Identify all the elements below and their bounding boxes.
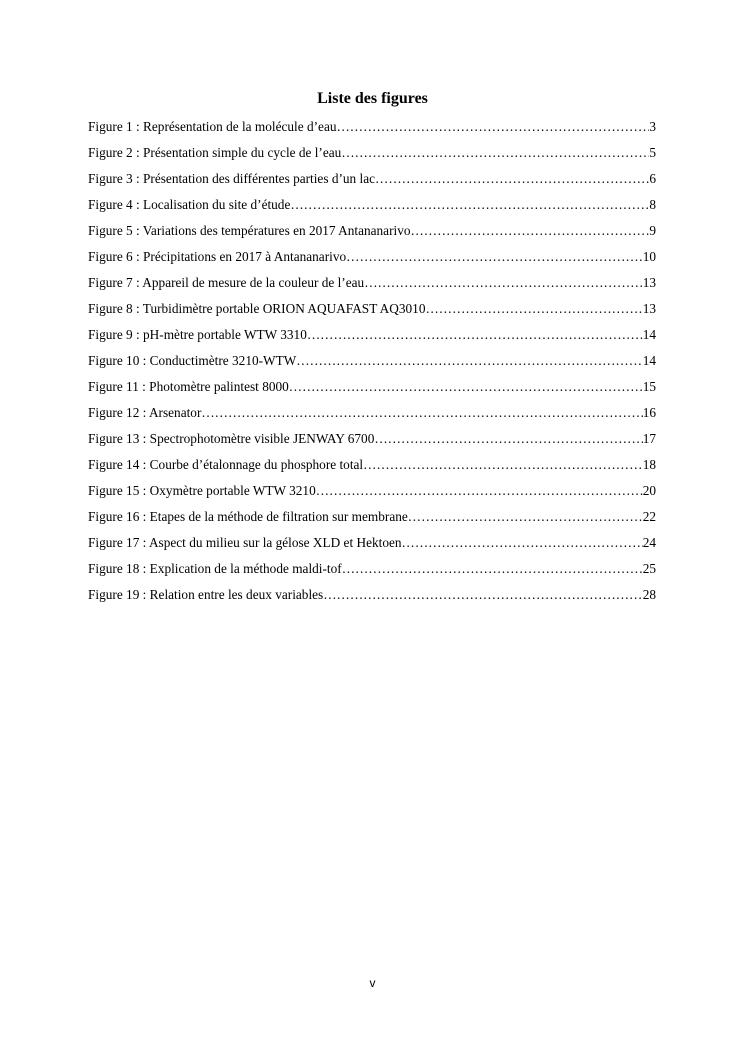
dot-leader	[341, 143, 649, 163]
figure-label: Figure 7 : Appareil de mesure de la couleur de l’eau	[88, 275, 365, 290]
list-item[interactable]	[88, 507, 656, 533]
figure-page-number: 14	[642, 327, 656, 342]
figure-page-number: 22	[642, 509, 656, 524]
figure-label: Figure 9 : pH-mètre portable WTW 3310	[88, 327, 307, 342]
figure-page-number: 25	[642, 561, 656, 576]
figure-label: Figure 13 : Spectrophotomètre visible JENWAY 6700	[88, 431, 375, 446]
dot-leader	[402, 533, 643, 553]
figure-label: Figure 15 : Oxymètre portable WTW 3210	[88, 483, 316, 498]
list-item[interactable]	[88, 455, 656, 481]
figure-page-number: 28	[642, 587, 656, 602]
dot-leader	[337, 117, 650, 137]
dot-leader	[375, 169, 649, 189]
dot-leader	[307, 325, 643, 345]
figure-label: Figure 12 : Arsenator	[88, 405, 202, 420]
figure-label: Figure 1 : Représentation de la molécule d’eau	[88, 119, 337, 134]
dot-leader	[363, 455, 643, 475]
figure-label: Figure 11 : Photomètre palintest 8000	[88, 379, 289, 394]
figure-page-number: 5	[649, 145, 656, 160]
list-item[interactable]	[88, 169, 656, 195]
figure-label: Figure 10 : Conductimètre 3210-WTW	[88, 353, 297, 368]
dot-leader	[316, 481, 643, 501]
figure-page-number: 10	[642, 249, 656, 264]
figure-list	[88, 117, 656, 611]
figure-label: Figure 18 : Explication de la méthode maldi-tof	[88, 561, 342, 576]
list-item[interactable]	[88, 377, 656, 403]
list-item[interactable]	[88, 351, 656, 377]
dot-leader	[290, 195, 649, 215]
figure-label: Figure 14 : Courbe d’étalonnage du phosphore total	[88, 457, 364, 472]
list-item[interactable]	[88, 403, 656, 429]
figure-label: Figure 6 : Précipitations en 2017 à Antananarivo	[88, 249, 347, 264]
figure-page-number: 24	[642, 535, 656, 550]
figure-label: Figure 5 : Variations des températures en 2017 Antananarivo	[88, 223, 411, 238]
figure-label: Figure 16 : Etapes de la méthode de filtration sur membrane	[88, 509, 408, 524]
figure-page-number: 13	[642, 301, 656, 316]
list-item[interactable]	[88, 143, 656, 169]
figure-page-number: 16	[642, 405, 656, 420]
list-item[interactable]	[88, 481, 656, 507]
list-item[interactable]	[88, 221, 656, 247]
figure-page-number: 15	[642, 379, 656, 394]
page-title: Liste des figures	[317, 90, 428, 107]
dot-leader	[408, 507, 643, 527]
figure-page-number: 18	[642, 457, 656, 472]
dot-leader	[364, 273, 643, 293]
dot-leader	[425, 299, 642, 319]
dot-leader	[342, 559, 643, 579]
list-item[interactable]	[88, 117, 656, 143]
figure-page-number: 13	[642, 275, 656, 290]
figure-page-number: 20	[642, 483, 656, 498]
dot-leader	[374, 429, 642, 449]
figure-page-number: 17	[642, 431, 656, 446]
figure-label: Figure 17 : Aspect du milieu sur la gélose XLD et Hektoen	[88, 535, 402, 550]
list-item[interactable]	[88, 195, 656, 221]
figure-label: Figure 8 : Turbidimètre portable ORION AQUAFAST AQ3010	[88, 301, 426, 316]
dot-leader	[201, 403, 642, 423]
list-item[interactable]	[88, 273, 656, 299]
figure-page-number: 8	[649, 197, 656, 212]
dot-leader	[411, 221, 650, 241]
list-item[interactable]	[88, 533, 656, 559]
dot-leader	[346, 247, 643, 267]
figure-label: Figure 2 : Présentation simple du cycle de l’eau	[88, 145, 342, 160]
list-item[interactable]	[88, 325, 656, 351]
figure-page-number: 3	[649, 119, 656, 134]
figure-label: Figure 4 : Localisation du site d’étude	[88, 197, 291, 212]
list-item[interactable]	[88, 247, 656, 273]
list-item[interactable]	[88, 299, 656, 325]
dot-leader	[296, 351, 642, 371]
dot-leader	[289, 377, 643, 397]
list-item[interactable]	[88, 585, 656, 611]
dot-leader	[323, 585, 642, 605]
list-item[interactable]	[88, 429, 656, 455]
list-item[interactable]	[88, 559, 656, 585]
figure-page-number: 9	[649, 223, 656, 238]
figure-label: Figure 3 : Présentation des différentes parties d’un lac	[88, 171, 376, 186]
figure-label: Figure 19 : Relation entre les deux variables	[88, 587, 324, 602]
page-number: v	[369, 976, 376, 990]
figure-page-number: 6	[649, 171, 656, 186]
figure-page-number: 14	[642, 353, 656, 368]
